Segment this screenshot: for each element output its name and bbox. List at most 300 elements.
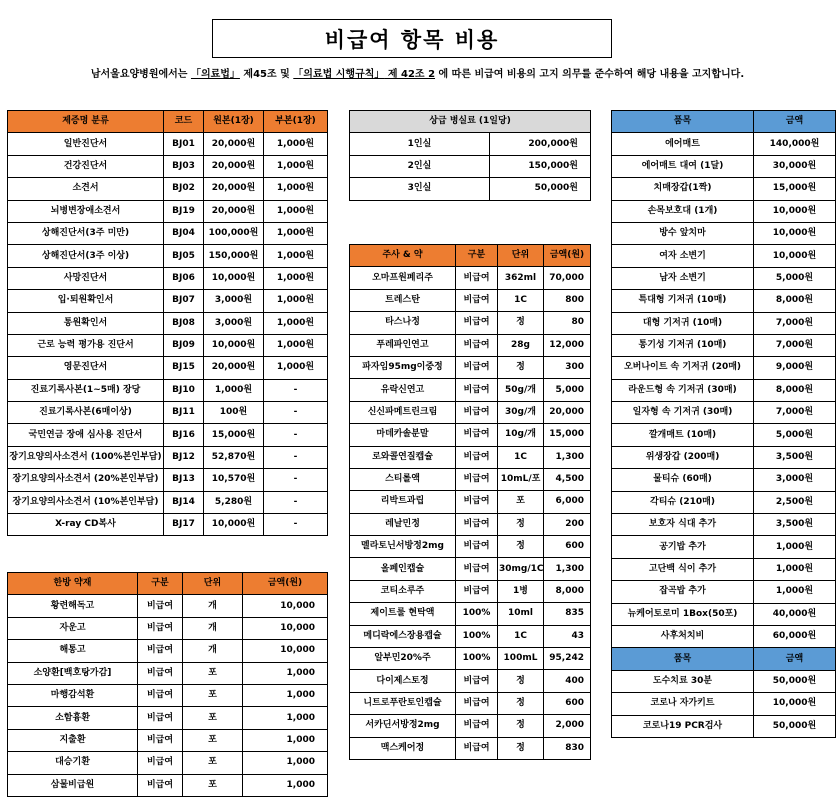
supply-cell-item: 특대형 기저귀 (10매) — [612, 290, 754, 312]
drug-row — [350, 692, 591, 714]
herbal-cell-unit: 개 — [183, 640, 243, 662]
herbal-cell-price: 10,000 — [243, 617, 328, 639]
herbal-cell-unit: 포 — [183, 707, 243, 729]
supply-cell-item: 뉴케어토로미 1Box(50포) — [612, 603, 754, 625]
certificate-row — [8, 514, 328, 536]
certificate-cell-copy: 1,000원 — [264, 290, 328, 312]
drug-cell-unit: 정 — [498, 692, 544, 714]
supply-row — [612, 133, 836, 155]
room-header-row — [350, 111, 591, 133]
herbal-cell-unit: 포 — [183, 684, 243, 706]
supply-cell-price: 8,000원 — [754, 290, 836, 312]
supply-cell-item: 위생장갑 (200매) — [612, 446, 754, 468]
supply-row — [612, 155, 836, 177]
certificate-row — [8, 245, 328, 267]
supply-cell-item: 에어매트 — [612, 133, 754, 155]
drug-cell-unit: 10ml — [498, 603, 544, 625]
page-title: 비급여 항목 비용 — [212, 19, 612, 58]
drug-row — [350, 401, 591, 423]
drug-row — [350, 648, 591, 670]
supply-cell-price: 3,500원 — [754, 514, 836, 536]
drug-cell-unit: 정 — [498, 312, 544, 334]
supply-cell-item: 남자 소변기 — [612, 267, 754, 289]
room-header-title: 상급 병실료 (1일당) — [350, 111, 591, 133]
herbal-cell-type: 비급여 — [138, 774, 183, 796]
supply-header-row — [612, 111, 836, 133]
herbal-row — [8, 595, 328, 617]
certificate-cell-copy: 1,000원 — [264, 267, 328, 289]
drug-cell-price: 830 — [544, 737, 591, 759]
certificate-cell-code: BJ07 — [164, 290, 204, 312]
certificate-header-original: 원본(1장) — [204, 111, 264, 133]
drug-row — [350, 446, 591, 468]
supply-cell-price: 9,000원 — [754, 357, 836, 379]
certificate-cell-category: 상해진단서(3주 이상) — [8, 245, 164, 267]
supply-cell-item: 사후처치비 — [612, 625, 754, 647]
supply-row — [612, 469, 836, 491]
supply-row — [612, 200, 836, 222]
notice-law-medical-act: 「의료법」 — [190, 69, 240, 80]
certificate-cell-category: 진료기록사본(1~5매) 장당 — [8, 379, 164, 401]
certificate-cell-original: 20,000원 — [204, 178, 264, 200]
supply-cell-price: 5,000원 — [754, 424, 836, 446]
supply-cell-price: 140,000원 — [754, 133, 836, 155]
drug-cell-price: 200 — [544, 513, 591, 535]
certificate-row — [8, 200, 328, 222]
drug-row — [350, 424, 591, 446]
supply-cell-item: 통기성 기저귀 (10매) — [612, 334, 754, 356]
drug-cell-price: 2,000 — [544, 715, 591, 737]
drug-cell-type: 비급여 — [456, 334, 498, 356]
drug-cell-type: 비급여 — [456, 491, 498, 513]
drug-cell-price: 80 — [544, 312, 591, 334]
herbal-cell-unit: 포 — [183, 662, 243, 684]
supply-row — [612, 536, 836, 558]
supply-cell-price: 1,000원 — [754, 558, 836, 580]
room-cell-type: 1인실 — [350, 133, 490, 155]
certificate-cell-code: BJ19 — [164, 200, 204, 222]
drug-cell-unit: 포 — [498, 491, 544, 513]
certificate-cell-copy: - — [264, 469, 328, 491]
certificate-cell-code: BJ10 — [164, 379, 204, 401]
drug-cell-type: 비급여 — [456, 424, 498, 446]
certificate-cell-copy: 1,000원 — [264, 222, 328, 244]
supply-row — [612, 402, 836, 424]
certificate-cell-original: 150,000원 — [204, 245, 264, 267]
drug-cell-price: 4,500 — [544, 468, 591, 490]
drug-cell-name: 서카딘서방정2mg — [350, 715, 456, 737]
drug-cell-name: 스티롤액 — [350, 468, 456, 490]
certificate-cell-code: BJ13 — [164, 469, 204, 491]
herbal-cell-name: 소함흉환 — [8, 707, 138, 729]
certificate-row — [8, 267, 328, 289]
drug-row — [350, 379, 591, 401]
certificate-cell-original: 20,000원 — [204, 155, 264, 177]
drug-cell-price: 20,000 — [544, 401, 591, 423]
herbal-cell-type: 비급여 — [138, 684, 183, 706]
drug-cell-type: 비급여 — [456, 468, 498, 490]
supply-row — [612, 222, 836, 244]
treatment-header-row — [612, 648, 836, 670]
drug-cell-name: 타스나정 — [350, 312, 456, 334]
certificate-cell-code: BJ11 — [164, 402, 204, 424]
herbal-header-row — [8, 573, 328, 595]
drug-cell-name: 올페인캡슐 — [350, 558, 456, 580]
supply-cell-price: 1,000원 — [754, 581, 836, 603]
certificate-cell-code: BJ01 — [164, 133, 204, 155]
herbal-cell-name: 해통고 — [8, 640, 138, 662]
supply-cell-price: 7,000원 — [754, 334, 836, 356]
supply-row — [612, 424, 836, 446]
certificate-cell-original: 10,000원 — [204, 267, 264, 289]
certificate-cell-category: 장기요양의사소견서 (100%본인부담) — [8, 446, 164, 468]
certificate-row — [8, 155, 328, 177]
drug-cell-price: 800 — [544, 289, 591, 311]
drug-cell-type: 비급여 — [456, 558, 498, 580]
certificate-cell-original: 20,000원 — [204, 133, 264, 155]
drug-cell-name: 오마프원페리주 — [350, 267, 456, 289]
certificate-cell-copy: 1,000원 — [264, 357, 328, 379]
certificate-cell-original: 100,000원 — [204, 222, 264, 244]
herbal-cell-price: 1,000 — [243, 707, 328, 729]
drug-cell-name: 리박트과립 — [350, 491, 456, 513]
drug-cell-type: 비급여 — [456, 692, 498, 714]
certificate-cell-original: 52,870원 — [204, 446, 264, 468]
legal-notice — [0, 65, 835, 80]
herbal-cell-unit: 개 — [183, 617, 243, 639]
treatment-header-price: 금액 — [754, 648, 836, 670]
drug-row — [350, 603, 591, 625]
drug-cell-type: 비급여 — [456, 670, 498, 692]
treatment-cell-item: 도수치료 30분 — [612, 670, 754, 692]
drug-cell-type: 100% — [456, 648, 498, 670]
certificate-cell-copy: 1,000원 — [264, 334, 328, 356]
drug-cell-name: 멜라토닌서방정2mg — [350, 536, 456, 558]
certificate-cell-code: BJ08 — [164, 312, 204, 334]
treatment-cell-item: 코로나19 PCR검사 — [612, 715, 754, 737]
certificate-row — [8, 290, 328, 312]
certificate-row — [8, 491, 328, 513]
herbal-cell-name: 지출환 — [8, 729, 138, 751]
drug-cell-unit: 10mL/포 — [498, 468, 544, 490]
supply-cell-item: 공기밥 추가 — [612, 536, 754, 558]
supply-cell-item: 잡곡밥 추가 — [612, 581, 754, 603]
room-row — [350, 155, 591, 177]
drug-cell-price: 95,242 — [544, 648, 591, 670]
certificate-cell-code: BJ15 — [164, 357, 204, 379]
certificate-cell-copy: - — [264, 424, 328, 446]
drug-cell-name: 푸레파인연고 — [350, 334, 456, 356]
supply-row — [612, 245, 836, 267]
certificate-header-category: 제증명 분류 — [8, 111, 164, 133]
drug-cell-price: 6,000 — [544, 491, 591, 513]
room-cell-type: 3인실 — [350, 178, 490, 200]
drug-cell-type: 비급여 — [456, 580, 498, 602]
supply-cell-price: 5,000원 — [754, 267, 836, 289]
certificate-cell-copy: - — [264, 402, 328, 424]
supply-cell-item: 보호자 식대 추가 — [612, 514, 754, 536]
herbal-cell-price: 1,000 — [243, 752, 328, 774]
herbal-cell-price: 1,000 — [243, 662, 328, 684]
herbal-cell-price: 1,000 — [243, 729, 328, 751]
herbal-cell-unit: 포 — [183, 774, 243, 796]
certificate-cell-original: 20,000원 — [204, 200, 264, 222]
supply-row — [612, 334, 836, 356]
supply-cell-item: 에어매트 대여 (1달) — [612, 155, 754, 177]
certificate-cell-code: BJ04 — [164, 222, 204, 244]
certificate-row — [8, 178, 328, 200]
certificate-header-copy: 부본(1장) — [264, 111, 328, 133]
herbal-cell-type: 비급여 — [138, 752, 183, 774]
certificate-cell-copy: 1,000원 — [264, 178, 328, 200]
drug-cell-price: 12,000 — [544, 334, 591, 356]
drug-cell-unit: 1C — [498, 446, 544, 468]
drug-cell-unit: 30mg/1C — [498, 558, 544, 580]
herbal-row — [8, 774, 328, 796]
treatment-cell-item: 코로나 자가키트 — [612, 693, 754, 715]
certificate-cell-original: 5,280원 — [204, 491, 264, 513]
room-fee-table — [349, 110, 591, 201]
certificate-header-row — [8, 111, 328, 133]
drug-header-type: 구분 — [456, 245, 498, 267]
certificate-row — [8, 402, 328, 424]
certificate-cell-category: 일반진단서 — [8, 133, 164, 155]
notice-text-after: 에 따른 비급여 비용의 고지 의무를 준수하여 해당 내용을 고지합니다. — [435, 69, 745, 80]
herbal-row — [8, 707, 328, 729]
drug-cell-type: 비급여 — [456, 536, 498, 558]
supply-cell-price: 15,000원 — [754, 178, 836, 200]
certificate-cell-category: 건강진단서 — [8, 155, 164, 177]
drug-cell-type: 비급여 — [456, 737, 498, 759]
supply-cell-item: 깔개매트 (10매) — [612, 424, 754, 446]
drug-cell-price: 300 — [544, 356, 591, 378]
drug-cell-unit: 1병 — [498, 580, 544, 602]
drug-cell-type: 비급여 — [456, 715, 498, 737]
drug-cell-price: 400 — [544, 670, 591, 692]
drug-cell-name: 파자임95mg이중정 — [350, 356, 456, 378]
drug-cell-name: 신신파메트린크림 — [350, 401, 456, 423]
certificate-cell-category: 사망진단서 — [8, 267, 164, 289]
drug-cell-type: 비급여 — [456, 267, 498, 289]
drug-row — [350, 356, 591, 378]
certificate-cell-original: 10,000원 — [204, 334, 264, 356]
herbal-medicine-table — [7, 572, 328, 797]
certificate-cell-category: 진료기록사본(6매이상) — [8, 402, 164, 424]
certificate-cell-copy: 1,000원 — [264, 155, 328, 177]
treatment-header-item: 품목 — [612, 648, 754, 670]
drug-cell-name: 제이트룰 현탁액 — [350, 603, 456, 625]
treatment-cell-price: 50,000원 — [754, 715, 836, 737]
drug-row — [350, 267, 591, 289]
drug-cell-unit: 1C — [498, 625, 544, 647]
drug-cell-unit: 100mL — [498, 648, 544, 670]
herbal-cell-price: 1,000 — [243, 774, 328, 796]
drug-row — [350, 737, 591, 759]
drug-row — [350, 715, 591, 737]
supply-cell-item: 여자 소변기 — [612, 245, 754, 267]
certificate-cell-code: BJ03 — [164, 155, 204, 177]
drug-cell-price: 1,300 — [544, 446, 591, 468]
certificate-row — [8, 133, 328, 155]
herbal-cell-unit: 포 — [183, 752, 243, 774]
certificate-cell-original: 20,000원 — [204, 357, 264, 379]
certificate-row — [8, 222, 328, 244]
supply-row — [612, 558, 836, 580]
drug-cell-name: 코티소루주 — [350, 580, 456, 602]
certificate-cell-original: 15,000원 — [204, 424, 264, 446]
supply-cell-item: 고단백 식이 추가 — [612, 558, 754, 580]
supply-cell-price: 10,000원 — [754, 200, 836, 222]
drug-row — [350, 334, 591, 356]
drug-cell-type: 100% — [456, 625, 498, 647]
supply-cell-price: 8,000원 — [754, 379, 836, 401]
supply-cell-price: 7,000원 — [754, 312, 836, 334]
herbal-cell-type: 비급여 — [138, 640, 183, 662]
notice-law-enforcement-rule: 「의료법 시행규칙」 — [293, 69, 385, 80]
room-cell-type: 2인실 — [350, 155, 490, 177]
supply-cell-price: 7,000원 — [754, 402, 836, 424]
certificate-cell-code: BJ06 — [164, 267, 204, 289]
certificate-cell-category: 장기요양의사소견서 (10%본인부담) — [8, 491, 164, 513]
certificate-cell-copy: 1,000원 — [264, 200, 328, 222]
drug-cell-name: 레날민정 — [350, 513, 456, 535]
supply-cell-price: 3,000원 — [754, 469, 836, 491]
certificate-cell-original: 10,000원 — [204, 514, 264, 536]
room-row — [350, 133, 591, 155]
certificate-cell-category: 장기요양의사소견서 (20%본인부담) — [8, 469, 164, 491]
drug-cell-price: 70,000 — [544, 267, 591, 289]
supply-row — [612, 357, 836, 379]
certificate-cell-category: 통원확인서 — [8, 312, 164, 334]
certificate-cell-category: 소견서 — [8, 178, 164, 200]
drug-cell-unit: 정 — [498, 737, 544, 759]
drug-row — [350, 580, 591, 602]
certificate-cell-original: 3,000원 — [204, 312, 264, 334]
herbal-header-unit: 단위 — [183, 573, 243, 595]
drug-row — [350, 536, 591, 558]
drug-row — [350, 558, 591, 580]
drug-cell-unit: 1C — [498, 289, 544, 311]
drug-row — [350, 289, 591, 311]
certificate-row — [8, 379, 328, 401]
herbal-cell-price: 1,000 — [243, 684, 328, 706]
drug-cell-unit: 28g — [498, 334, 544, 356]
drug-row — [350, 312, 591, 334]
supply-cell-item: 손목보호대 (1개) — [612, 200, 754, 222]
certificate-cell-code: BJ05 — [164, 245, 204, 267]
supply-cell-item: 대형 기저귀 (10매) — [612, 312, 754, 334]
drug-cell-price: 1,300 — [544, 558, 591, 580]
herbal-cell-name: 황련해독고 — [8, 595, 138, 617]
certificate-cell-code: BJ09 — [164, 334, 204, 356]
certificate-cell-original: 1,000원 — [204, 379, 264, 401]
herbal-row — [8, 662, 328, 684]
certificate-cell-copy: - — [264, 379, 328, 401]
supply-cell-item: 치매장갑(1짝) — [612, 178, 754, 200]
supply-row — [612, 514, 836, 536]
drug-cell-unit: 10g/개 — [498, 424, 544, 446]
supply-row — [612, 581, 836, 603]
certificate-cell-original: 3,000원 — [204, 290, 264, 312]
drug-cell-name: 맥스케어정 — [350, 737, 456, 759]
herbal-cell-name: 삼물비급원 — [8, 774, 138, 796]
supply-row — [612, 290, 836, 312]
certificate-cell-copy: 1,000원 — [264, 312, 328, 334]
drug-cell-name: 트레스탄 — [350, 289, 456, 311]
drug-row — [350, 468, 591, 490]
drug-cell-price: 835 — [544, 603, 591, 625]
treatment-row — [612, 670, 836, 692]
supply-cell-item: 오버나이트 속 기저귀 (20매) — [612, 357, 754, 379]
supply-cell-item: 방수 앞치마 — [612, 222, 754, 244]
herbal-cell-price: 10,000 — [243, 640, 328, 662]
drug-cell-price: 5,000 — [544, 379, 591, 401]
drug-cell-price: 15,000 — [544, 424, 591, 446]
certificate-row — [8, 334, 328, 356]
certificate-cell-original: 10,570원 — [204, 469, 264, 491]
drug-cell-unit: 50g/개 — [498, 379, 544, 401]
certificate-cell-code: BJ12 — [164, 446, 204, 468]
drug-header-row — [350, 245, 591, 267]
supply-header-item: 품목 — [612, 111, 754, 133]
supply-cell-item: 라운드형 속 기저귀 (30매) — [612, 379, 754, 401]
certificate-cell-copy: - — [264, 514, 328, 536]
herbal-header-name: 한방 약재 — [8, 573, 138, 595]
herbal-row — [8, 617, 328, 639]
supply-cell-price: 60,000원 — [754, 625, 836, 647]
certificate-cell-code: BJ14 — [164, 491, 204, 513]
certificate-row — [8, 424, 328, 446]
certificate-cell-copy: 1,000원 — [264, 133, 328, 155]
supply-row — [612, 625, 836, 647]
herbal-cell-unit: 개 — [183, 595, 243, 617]
drug-cell-unit: 정 — [498, 513, 544, 535]
herbal-cell-name: 소양환[백호탕가감] — [8, 662, 138, 684]
supply-row — [612, 446, 836, 468]
supply-cell-price: 2,500원 — [754, 491, 836, 513]
certificate-cell-original: 100원 — [204, 402, 264, 424]
drug-cell-name: 로와콜연질캡슐 — [350, 446, 456, 468]
drug-row — [350, 513, 591, 535]
drug-cell-unit: 362ml — [498, 267, 544, 289]
certificate-cell-copy: 1,000원 — [264, 245, 328, 267]
supply-row — [612, 267, 836, 289]
supply-row — [612, 178, 836, 200]
herbal-cell-unit: 포 — [183, 729, 243, 751]
herbal-cell-type: 비급여 — [138, 707, 183, 729]
drug-cell-price: 600 — [544, 536, 591, 558]
drug-cell-type: 비급여 — [456, 446, 498, 468]
supply-cell-price: 10,000원 — [754, 222, 836, 244]
drug-row — [350, 625, 591, 647]
herbal-cell-type: 비급여 — [138, 662, 183, 684]
notice-text-before: 남서울요양병원에서는 — [90, 69, 191, 80]
drug-cell-type: 100% — [456, 603, 498, 625]
certificate-cell-category: X-ray CD복사 — [8, 514, 164, 536]
supply-row — [612, 603, 836, 625]
treatment-row — [612, 715, 836, 737]
certificate-header-code: 코드 — [164, 111, 204, 133]
herbal-cell-type: 비급여 — [138, 617, 183, 639]
notice-text-mid1: 제45조 및 — [239, 69, 294, 80]
room-cell-price: 150,000원 — [490, 155, 591, 177]
drug-cell-type: 비급여 — [456, 379, 498, 401]
supply-cell-price: 10,000원 — [754, 245, 836, 267]
certificate-fee-table — [7, 110, 328, 536]
supply-cell-item: 일자형 속 기저귀 (30매) — [612, 402, 754, 424]
herbal-header-type: 구분 — [138, 573, 183, 595]
drug-header-name: 주사 & 약 — [350, 245, 456, 267]
